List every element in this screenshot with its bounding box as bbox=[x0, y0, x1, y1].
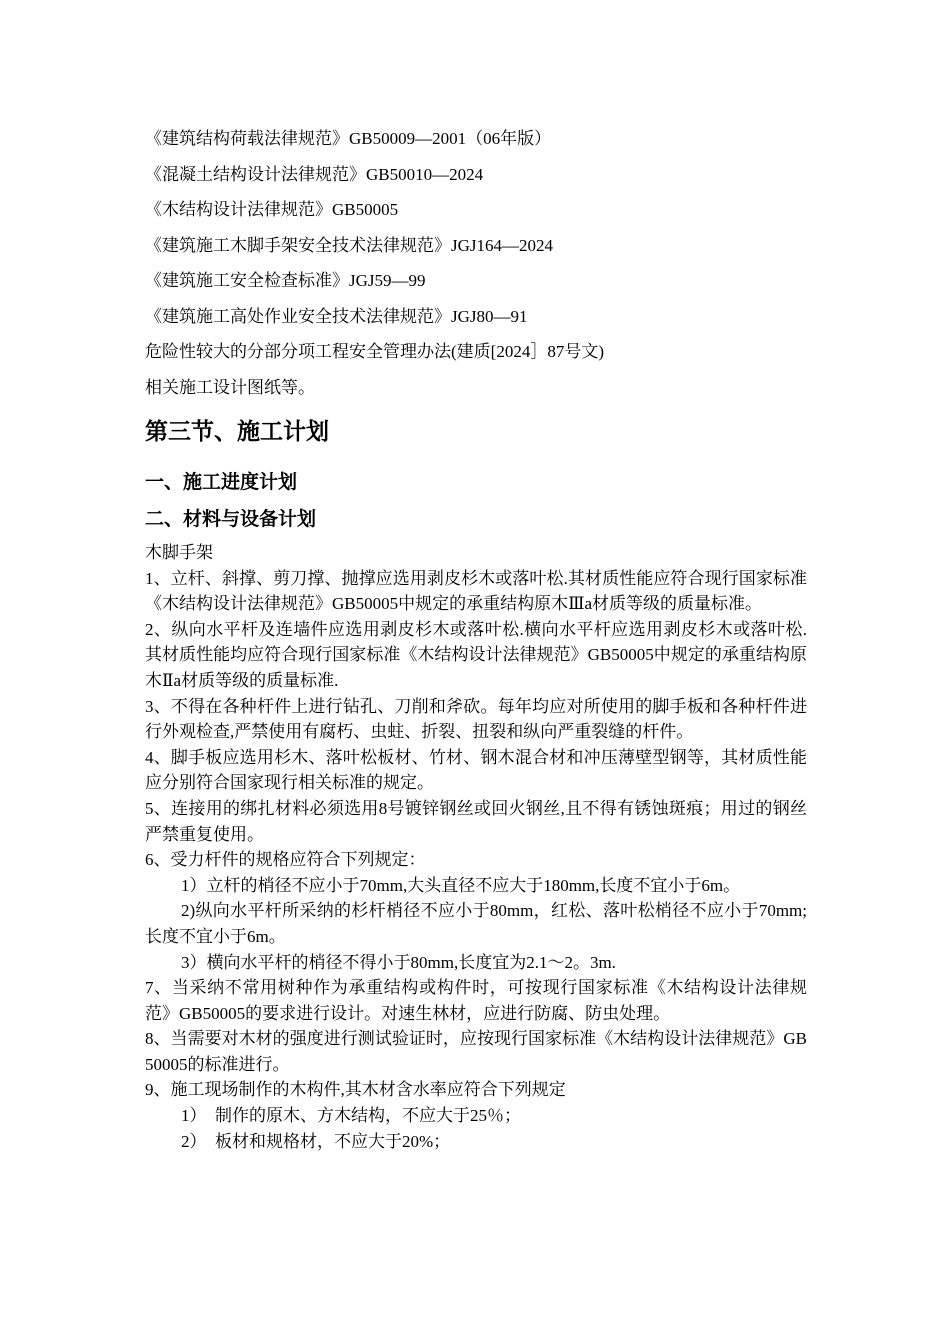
subsection-heading-materials: 二、材料与设备计划 bbox=[145, 508, 317, 530]
paragraph: 8、当需要对木材的强度进行测试验证时，应按现行国家标准《木结构设计法律规范》GB 50005的标准进行。 bbox=[145, 1029, 807, 1074]
paragraph: 2、纵向水平杆及连墙件应选用剥皮杉木或落叶松.横向水平杆应选用剥皮杉木或落叶松.其材质性能均应符合现行国家标准《木结构设计法律规范》GB50005中规定的承重结构原木Ⅱa材质等级的质量标准. bbox=[145, 619, 807, 690]
section-title: 第三节、施工计划 bbox=[145, 419, 329, 445]
subsection-heading-schedule: 一、施工进度计划 bbox=[145, 471, 298, 493]
paragraph: 7、当采纳不常用树种作为承重结构或构件时，可按现行国家标准《木结构设计法律规范》GB50005的要求进行设计。对速生林材，应进行防腐、防虫处理。 bbox=[145, 978, 807, 1023]
sub-item: 1） 制作的原木、方木结构，不应大于25％； bbox=[181, 1106, 521, 1126]
paragraph: 6、受力杆件的规格应符合下列规定： bbox=[145, 850, 426, 870]
reference-item: 《建筑施工高处作业安全技术法律规范》JGJ80—91 bbox=[145, 306, 528, 326]
reference-item: 危险性较大的分部分项工程安全管理办法(建质[2024］87号文) bbox=[145, 342, 604, 361]
reference-item: 《建筑结构荷载法律规范》GB50009—2001（06年版） bbox=[145, 129, 552, 148]
reference-item: 《木结构设计法律规范》GB50005 bbox=[145, 200, 399, 219]
reference-item: 相关施工设计图纸等。 bbox=[145, 377, 315, 397]
paragraph: 5、连接用的绑扎材料必须选用8号镀锌钢丝或回火钢丝,且不得有锈蚀斑痕；用过的钢丝严禁重复使用。 bbox=[145, 798, 807, 844]
reference-item: 《混凝土结构设计法律规范》GB50010—2024 bbox=[145, 164, 484, 184]
paragraph: 4、脚手板应选用杉木、落叶松板材、竹材、钢木混合材和冲压薄壁型钢等，其材质性能应分别符合国家现行相关标准的规定。 bbox=[145, 747, 807, 793]
paragraph: 1、立杆、斜撑、剪刀撑、抛撑应选用剥皮杉木或落叶松.其材质性能应符合现行国家标准《木结构设计法律规范》GB50005中规定的承重结构原木Ⅲa材质等级的质量标准。 bbox=[145, 568, 807, 614]
sub-item: 3）横向水平杆的梢径不得小于80mm,长度宜为2.1～2。3m. bbox=[181, 952, 616, 972]
paragraph: 3、不得在各种杆件上进行钻孔、刀削和斧砍。每年均应对所使用的脚手板和各种杆件进行外观检查,严禁使用有腐朽、虫蛀、折裂、扭裂和纵向严重裂缝的杆件。 bbox=[145, 696, 807, 742]
sub-item: 2） 板材和规格材，不应大于20%； bbox=[181, 1131, 451, 1151]
sub-item: 2)纵向水平杆所采纳的杉杆梢径不应小于80mm，红松、落叶松梢径不应小于70mm;长度不宜小于6m。 bbox=[145, 901, 807, 946]
paragraph: 9、施工现场制作的木构件,其木材含水率应符合下列规定 bbox=[145, 1080, 566, 1100]
reference-list bbox=[145, 121, 825, 405]
reference-item: 《建筑施工安全检查标准》JGJ59—99 bbox=[145, 271, 426, 290]
sub-item: 1）立杆的梢径不应小于70mm,大头直径不应大于180mm,长度不宜小于6m。 bbox=[181, 875, 741, 895]
body-text bbox=[145, 540, 807, 1154]
reference-item: 《建筑施工木脚手架安全技术法律规范》JGJ164—2024 bbox=[145, 235, 554, 255]
paragraph-label: 木脚手架 bbox=[145, 543, 213, 562]
